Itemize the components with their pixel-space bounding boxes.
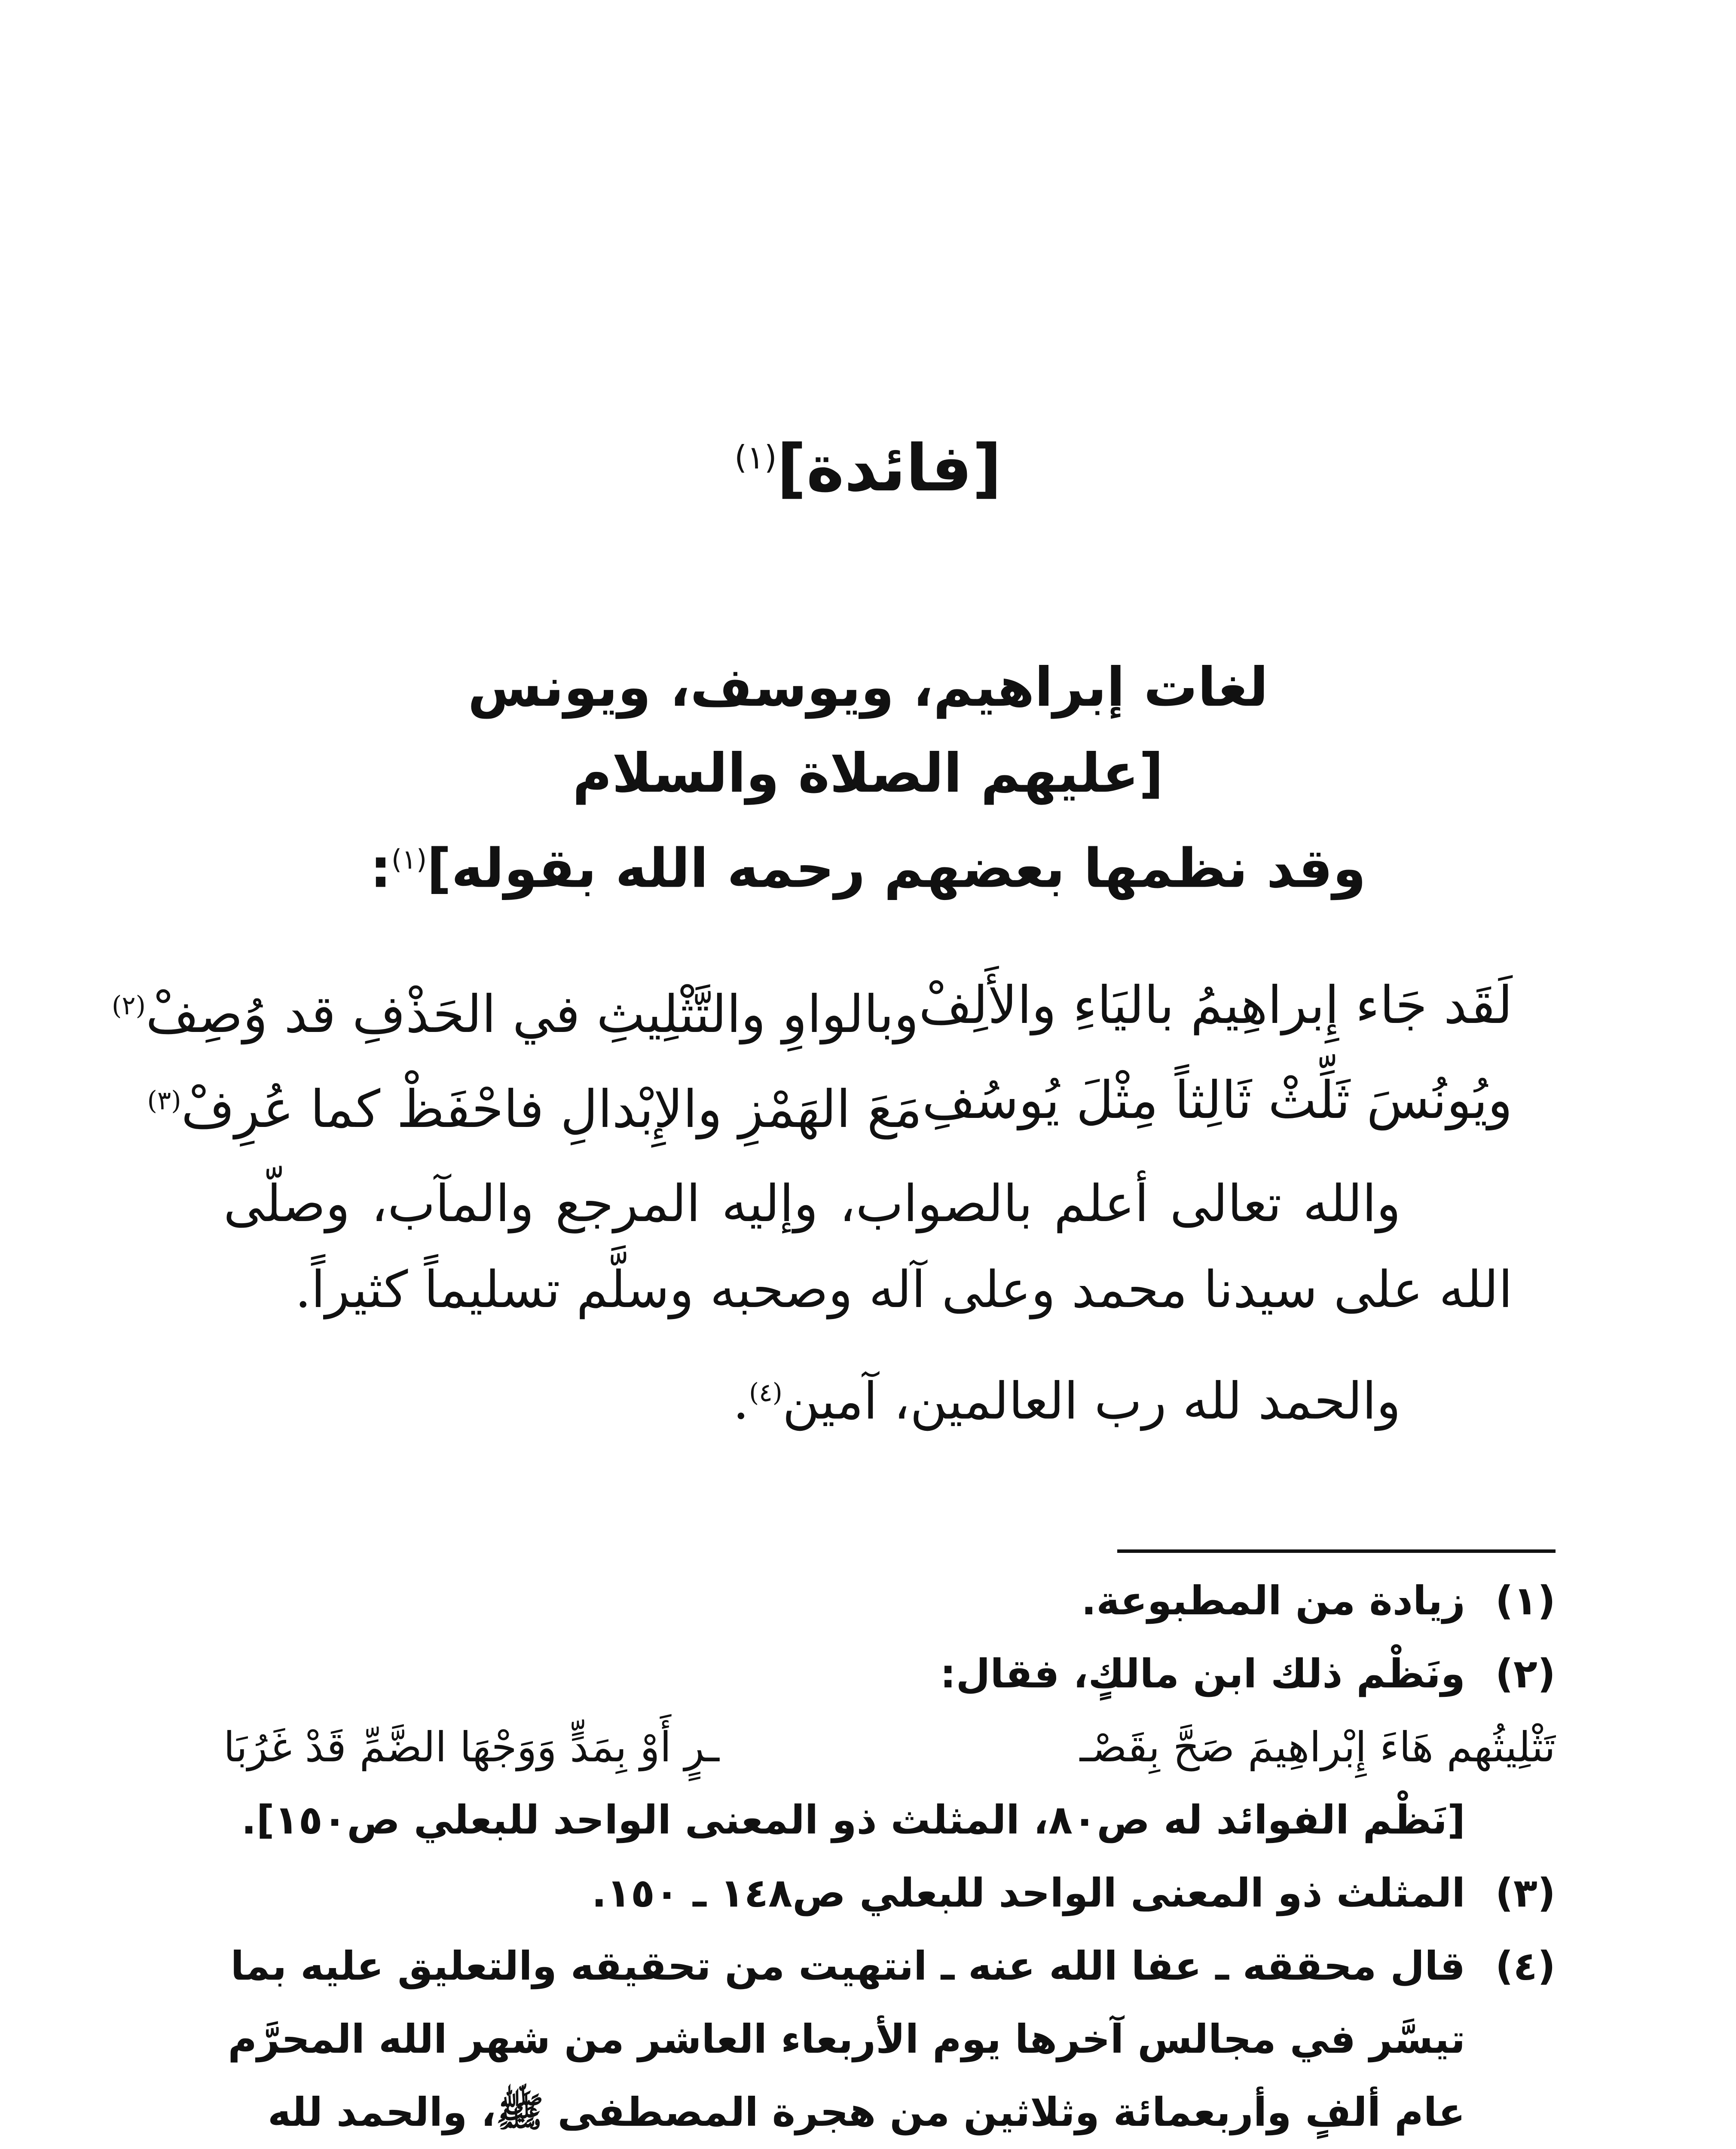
verse-first-hemistich: تَثْلِيثُهم هَاءَ إِبْراهِيمَ صَحَّ بِقَصْـ: [1079, 1723, 1556, 1771]
footnote-verse: [223, 1711, 1556, 1784]
subheading-line-3-tail: :: [370, 837, 391, 900]
poem-verse-1: [111, 963, 1513, 1058]
footnote-source: [نَظْم الفوائد له ص٨٠، المثلث ذو المعنى الواحد للبعلي ص١٥٠].: [241, 1797, 1465, 1843]
footnote-1: [223, 1564, 1556, 1638]
footnotes: [223, 1564, 1556, 2149]
poem: [111, 963, 1513, 1153]
paragraph-praise: [223, 1350, 1513, 1444]
footnote-number: (٢): [1495, 1651, 1556, 1697]
subheading-line-3: [0, 817, 1736, 912]
verse-second-hemistich: [112, 963, 919, 1058]
footnote-ref: (٣): [147, 1086, 181, 1116]
footnote-text: ونَظْم ذلك ابن مالكٍ، فقال:: [940, 1651, 1465, 1697]
verse-first-hemistich: لَقَد جَاء إِبراهِيمُ باليَاءِ والأَلِفْ: [919, 976, 1513, 1035]
footnote-body: [223, 1638, 1556, 1857]
paragraph-praise-text: والحمد لله رب العالمين، آمين: [782, 1371, 1401, 1431]
footnote-text: قال محققه ـ عفا الله عنه ـ انتهيت من تحقيقه والتعليق عليه بما تيسَّر في مجالس آخرها يوم الأربعاء العاشر من شهر الله المحرَّم عام ألفٍ وأربعمائة وثلاثين من هجرة المصطفى ﷺ، والحمد لله: [228, 1943, 1465, 2135]
footnote-ref: (٤): [749, 1378, 782, 1407]
subheading-line-1: لغات إبراهيم، ويوسف، ويونس: [468, 656, 1268, 719]
footnote-number: (١): [1495, 1578, 1556, 1624]
footnote-ref: (١): [391, 844, 427, 875]
footnote-number: (٣): [1495, 1870, 1556, 1916]
verse-second-text: مَعَ الهَمْزِ والإِبْدالِ فاحْفَظْ كما عُرِفْ: [181, 1080, 922, 1139]
poem-verse-2: [147, 1058, 1513, 1153]
footnote-2: [223, 1638, 1556, 1857]
paragraph-closing-prayer: والله تعالى أعلم بالصواب، وإليه المرجع والمآب، وصلّى الله على سيدنا محمد وعلى آله وصحبه وسلَّم تسليماً كثيراً.: [223, 1174, 1513, 1319]
verse-second-hemistich: ـرٍ أَوْ بِمَدٍّ وَوَجْهَا الضَّمِّ قَدْ غَرُبَا: [223, 1723, 719, 1771]
footnote-ref: (٢): [111, 991, 146, 1021]
subheading-line-3-text: وقد نظمها بعضهم رحمه الله بقوله]: [427, 837, 1366, 900]
footnote-text: المثلث ذو المعنى الواحد للبعلي ص١٤٨ ـ ١٥٠.: [591, 1870, 1465, 1916]
footnote-number: (٤): [1495, 1943, 1556, 1989]
footnote-text: زيادة من المطبوعة.: [1081, 1578, 1465, 1624]
verse-second-hemistich: [147, 1058, 922, 1153]
footnote-4: [223, 1930, 1556, 2149]
footnote-body: [223, 1930, 1465, 2149]
footnote-separator: [1117, 1549, 1556, 1553]
subheadings: [0, 645, 1736, 912]
footnote-3: [223, 1857, 1556, 1930]
verse-second-text: وبالواوِ والتَّثْلِيثِ في الحَذْفِ قد وُصِفْ: [146, 985, 919, 1044]
paragraph-praise-tail: .: [733, 1371, 749, 1431]
section-title: [0, 430, 1736, 507]
footnote-ref: (١): [734, 438, 777, 476]
subheading-line-2: [عليهم الصلاة والسلام: [572, 742, 1164, 805]
verse-first-hemistich: ويُونُسَ ثَلِّثْ ثَالِثاً مِثْلَ يُوسُفِ: [922, 1071, 1513, 1130]
body-text: [223, 1160, 1513, 1444]
section-title-text: [فائدة]: [776, 431, 1002, 506]
